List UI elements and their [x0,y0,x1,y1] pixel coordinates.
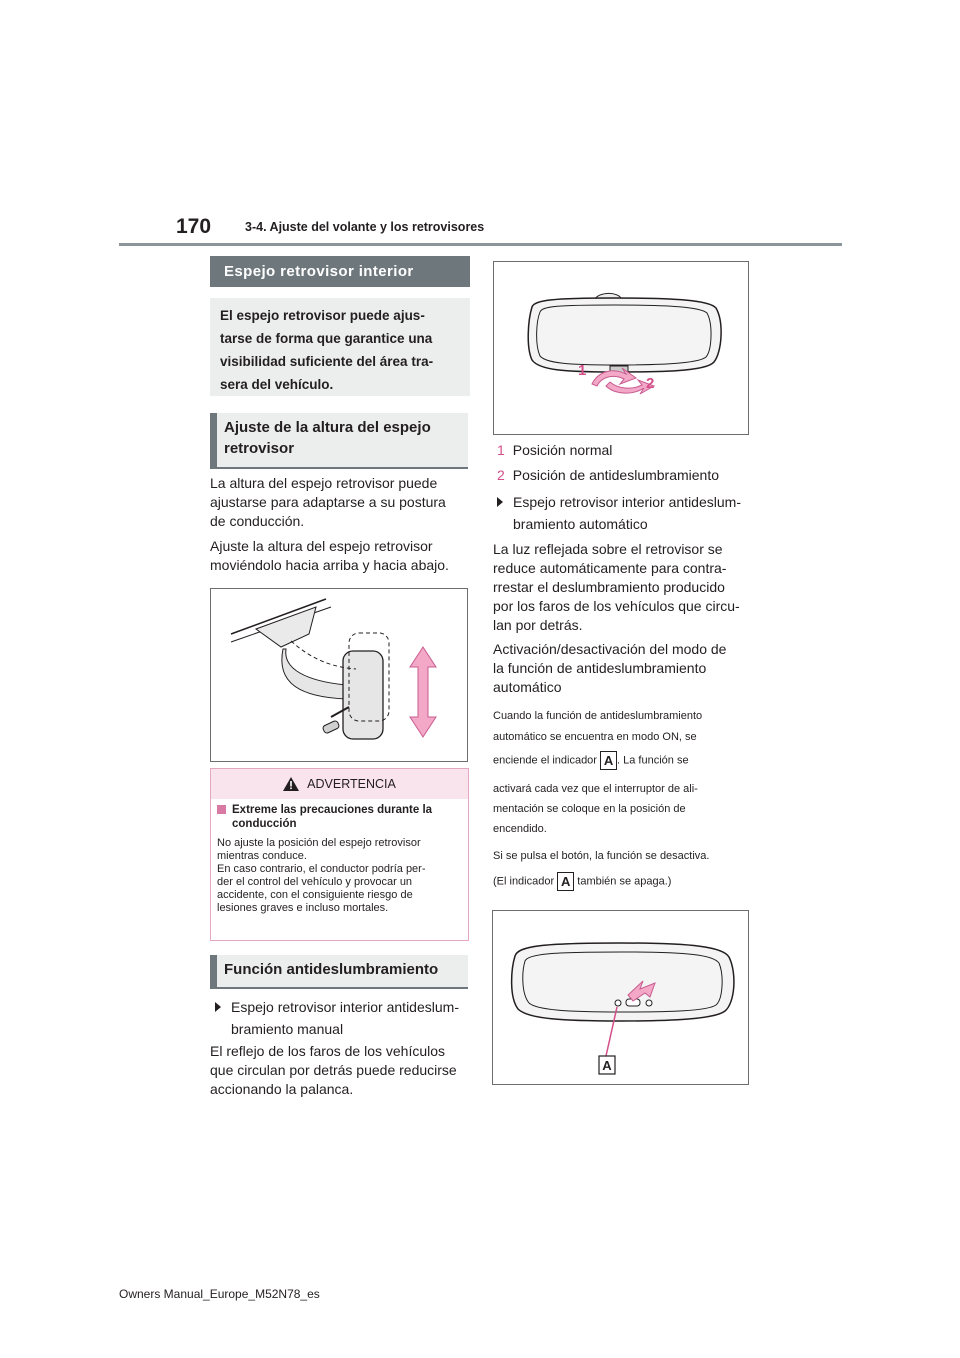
text-line: moviéndolo hacia arriba y hacia abajo. [210,557,449,573]
warning-subtitle-text [232,803,432,831]
text-line: El reflejo de los faros de los vehículos [210,1043,446,1059]
warning-subtitle [217,803,462,831]
manual-mirror-illustration [494,262,748,434]
figure-label-2: 2 [646,375,655,392]
small-text: . La función se [617,754,689,767]
manual-bullet [215,996,459,1040]
intro-line: sera del vehículo. [220,377,334,392]
antiglare-title: Función antideslumbramiento [210,955,468,989]
text-line: la función de antideslumbramiento [493,660,707,676]
small-line: automático se encuentra en modo ON, se [493,731,697,743]
small-line: mentación se coloque en la posición de [493,803,686,815]
title-line: Ajuste de la altura del espejo [224,419,431,436]
main-title: Espejo retrovisor interior [210,256,470,287]
intro-line: tarse de forma que garantice una [220,331,433,346]
small-line-indicator [493,872,671,891]
mirror-height-figure [210,588,468,762]
text-line: lan por detrás. [493,617,583,633]
bullet-line: Espejo retrovisor interior antideslum- [231,999,459,1015]
subtitle-line: Extreme las precauciones durante la [232,804,433,816]
text-line: ajustarse para adaptarse a su postura [210,494,446,510]
position-item [497,463,719,488]
bullet-text [231,996,459,1040]
manual-paragraph [210,1042,457,1099]
text-line: La altura del espejo retrovisor puede [210,475,438,491]
intro-line: El espejo retrovisor puede ajus- [220,308,425,323]
height-adjust-title [210,413,468,469]
warning-body [211,799,468,919]
small-text: también se apaga.) [577,875,672,888]
text-line: La luz reflejada sobre el retrovisor se [493,541,723,557]
text-line: Ajuste la altura del espejo retrovisor [210,538,433,554]
indicator-a-icon: A [557,872,574,891]
auto-bullet [497,491,741,535]
small-text: (El indicador [493,875,555,888]
warning-line: lesiones graves e incluso mortales. [217,902,389,914]
warning-line: accidente, con el consiguiente riesgo de [217,889,413,901]
item-number: 1 [497,442,505,458]
auto-mirror-figure [492,910,749,1085]
warning-header [211,769,468,799]
header-rule [119,243,842,246]
section-header: 3-4. Ajuste del volante y los retrovisores [245,220,485,234]
height-paragraph-2 [210,537,449,575]
page-number: 170 [176,215,212,238]
warning-line: der el control del vehículo y provocar un [217,876,413,888]
text-line: automático [493,679,562,695]
manual-mirror-figure [493,261,749,435]
auto-mirror-illustration [493,911,748,1084]
small-line-indicator [493,751,689,770]
bullet-arrow-icon [215,1002,221,1012]
item-text: Posición normal [512,442,613,458]
warning-line: mientras conduce. [217,850,307,862]
small-text: enciende el indicador [493,754,597,767]
warning-line: En caso contrario, el conductor podría per- [217,863,426,875]
auto-paragraph-2 [493,640,726,697]
small-line: encendido. [493,823,547,835]
bullet-arrow-icon [497,497,503,507]
text-line: rrestar el deslumbramiento producido [493,579,725,595]
footer-text: Owners Manual_Europe_M52N78_es [119,1287,320,1301]
text-line: por los faros de los vehículos que circu- [493,598,740,614]
text-line: accionando la palanca. [210,1081,354,1097]
text-line: Activación/desactivación del modo de [493,641,727,657]
text-line: que circulan por detrás puede reducirse [210,1062,457,1078]
warning-icon [283,777,299,791]
bullet-text [513,491,741,535]
bullet-line: Espejo retrovisor interior antideslum- [513,494,741,510]
text-line: de conducción. [210,513,305,529]
intro-box [210,298,470,396]
figure-label-a: A [602,1058,612,1073]
indicator-a-icon: A [600,751,617,770]
intro-line: visibilidad suficiente del área tra- [220,354,434,369]
item-number: 2 [497,467,505,483]
auto-paragraph-1 [493,540,740,635]
warning-line: No ajuste la posición del espejo retrovisor [217,837,421,849]
small-line: Cuando la función de antideslumbramiento [493,710,703,722]
position-item [497,438,719,463]
figure-label-1: 1 [578,362,587,379]
text-line: reduce automáticamente para contra- [493,560,727,576]
position-list [497,438,719,488]
pink-square-icon [217,805,226,814]
subtitle-line: conducción [232,818,297,830]
item-text: Posición de antideslumbramiento [512,467,720,483]
height-paragraph-1 [210,474,446,531]
title-line: retrovisor [224,440,295,457]
small-line: activará cada vez que el interruptor de ali- [493,783,698,795]
small-line: Si se pulsa el botón, la función se desactiva. [493,850,710,862]
bullet-line: bramiento automático [513,516,648,532]
warning-text [217,837,462,915]
mirror-height-illustration [211,589,467,761]
warning-title: ADVERTENCIA [307,777,396,791]
bullet-line: bramiento manual [231,1021,344,1037]
warning-box [210,768,469,941]
